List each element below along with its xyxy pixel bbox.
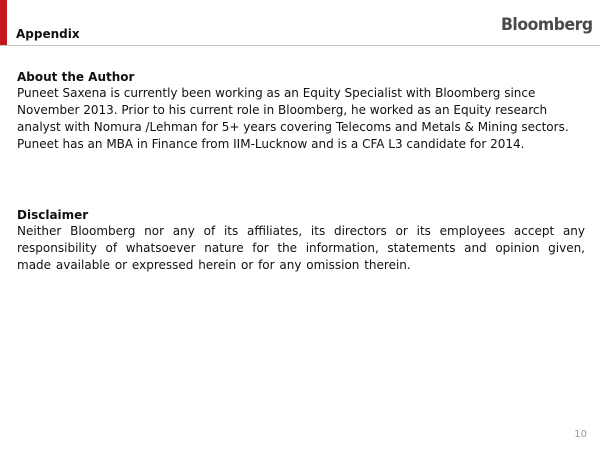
about-author-heading: About the Author (17, 70, 135, 84)
page-number: 10 (574, 429, 587, 440)
header-divider (0, 45, 600, 46)
bloomberg-logo: Bloomberg (501, 15, 593, 35)
disclaimer-section (17, 207, 585, 274)
disclaimer-heading: Disclaimer (17, 208, 89, 222)
disclaimer-text: Neither Bloomberg nor any of its affiliates, its directors or its employees accept any responsibility of whatsoever nature for the information, statements and opinion given, made available or expressed herein or for any omission therein. (17, 224, 585, 272)
section-title: Appendix (16, 27, 80, 41)
header-accent-bar (0, 0, 7, 45)
about-author-section (17, 69, 585, 153)
about-author-text: Puneet Saxena is currently been working as an Equity Specialist with Bloomberg since November 2013. Prior to his current role in Bloomberg, he worked as an Equity research analyst with Nomura /Lehman for 5+ years covering Telecoms and Metals & Mining sectors. Puneet has an MBA in Finance from IIM-Lucknow and is a CFA L3 candidate for 2014. (17, 86, 569, 151)
